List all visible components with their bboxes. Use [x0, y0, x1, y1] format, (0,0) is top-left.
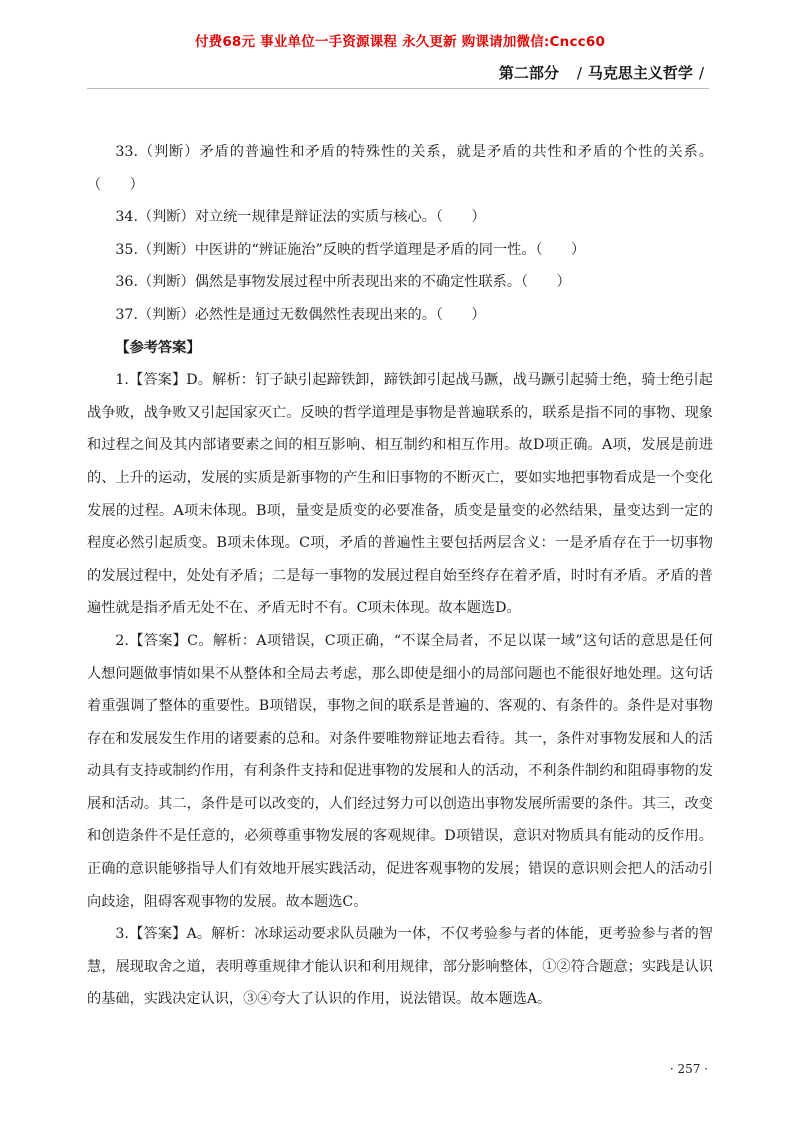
answer-2: 2.【答案】C。解析：A项错误，C项正确，“不谋全局者，不足以谋一域”这句话的意思是任何人想问题做事情如果不从整体和全局去考虑，那么即使是细小的局部问题也不能很好地处理。这句话着重强调了整体的重要性。B项错误，事物之间的联系是普遍的、客观的、有条件的。条件是对事物存在和发展发生作用的诸要素的总和。对条件要唯物辩证地去看待。其一，条件对事物发展和人的活动具有支持或制约作用，有利条件支持和促进事物的发展和人的活动，不利条件制约和阻碍事物的发展和活动。其二，条件是可以改变的，人们经过努力可以创造出事物发展所需要的条件。其三，改变和创造条件不是任意的，必须尊重事物发展的客观规律。D项错误，意识对物质具有能动的反作用。正确的意识能够指导人们有效地开展实践活动，促进客观事物的发展；错误的意识则会把人的活动引向歧途，阻碍客观事物的发展。故本题选C。 — [87, 632, 713, 910]
section-part: 第二部分 — [498, 64, 559, 82]
question-35: 35.（判断）中医讲的“辨证施治”反映的哲学道理是矛盾的同一性。（ ） — [115, 241, 586, 258]
header-rule — [87, 88, 709, 89]
section-header — [499, 62, 704, 83]
main-content — [87, 136, 713, 1016]
slash-divider: / — [576, 64, 582, 82]
question-34: 34.（判断）对立统一规律是辩证法的实质与核心。（ ） — [115, 209, 486, 226]
watermark-banner: 付费68元 事业单位一手资源课程 永久更新 购课请加微信:Cncc60 — [194, 34, 606, 50]
slash-divider-end: / — [698, 64, 704, 82]
page-number: · 257 · — [669, 1062, 708, 1076]
section-title: 马克思主义哲学 — [587, 64, 693, 82]
question-37: 37.（判断）必然性是通过无数偶然性表现出来的。（ ） — [115, 306, 486, 323]
answer-heading: 【参考答案】 — [115, 339, 201, 356]
question-36: 36.（判断）偶然是事物发展过程中所表现出来的不确定性联系。（ ） — [115, 274, 571, 291]
answer-3: 3.【答案】A。解析：冰球运动要求队员融为一体，不仅考验参与者的体能，更考验参与者的智慧，展现取舍之道，表明尊重规律才能认识和利用规律，部分影响整体，①②符合题意；实践是认识的基础，实践决定认识，③④夸大了认识的作用，说法错误。故本题选A。 — [87, 926, 713, 1008]
question-33: 33.（判断）矛盾的普遍性和矛盾的特殊性的关系，就是矛盾的共性和矛盾的个性的关系。（ ） — [87, 144, 713, 193]
answer-1: 1.【答案】D。解析：钉子缺引起蹄铁卸，蹄铁卸引起战马蹶，战马蹶引起骑士绝，骑士绝引起战争败，战争败又引起国家灭亡。反映的哲学道理是事物是普遍联系的，联系是指不同的事物、现象和过程之间及其内部诸要素之间的相互影响、相互制约和相互作用。故D项正确。A项，发展是前进的、上升的运动，发展的实质是新事物的产生和旧事物的不断灭亡，要如实地把事物看成是一个变化发展的过程。A项未体现。B项，量变是质变的必要准备，质变是量变的必然结果，量变达到一定的程度必然引起质变。B项未体现。C项，矛盾的普遍性主要包括两层含义：一是矛盾存在于一切事物的发展过程中，处处有矛盾；二是每一事物的发展过程自始至终存在着矛盾，时时有矛盾。矛盾的普遍性就是指矛盾无处不在、矛盾无时不有。C项未体现。故本题选D。 — [87, 372, 713, 617]
